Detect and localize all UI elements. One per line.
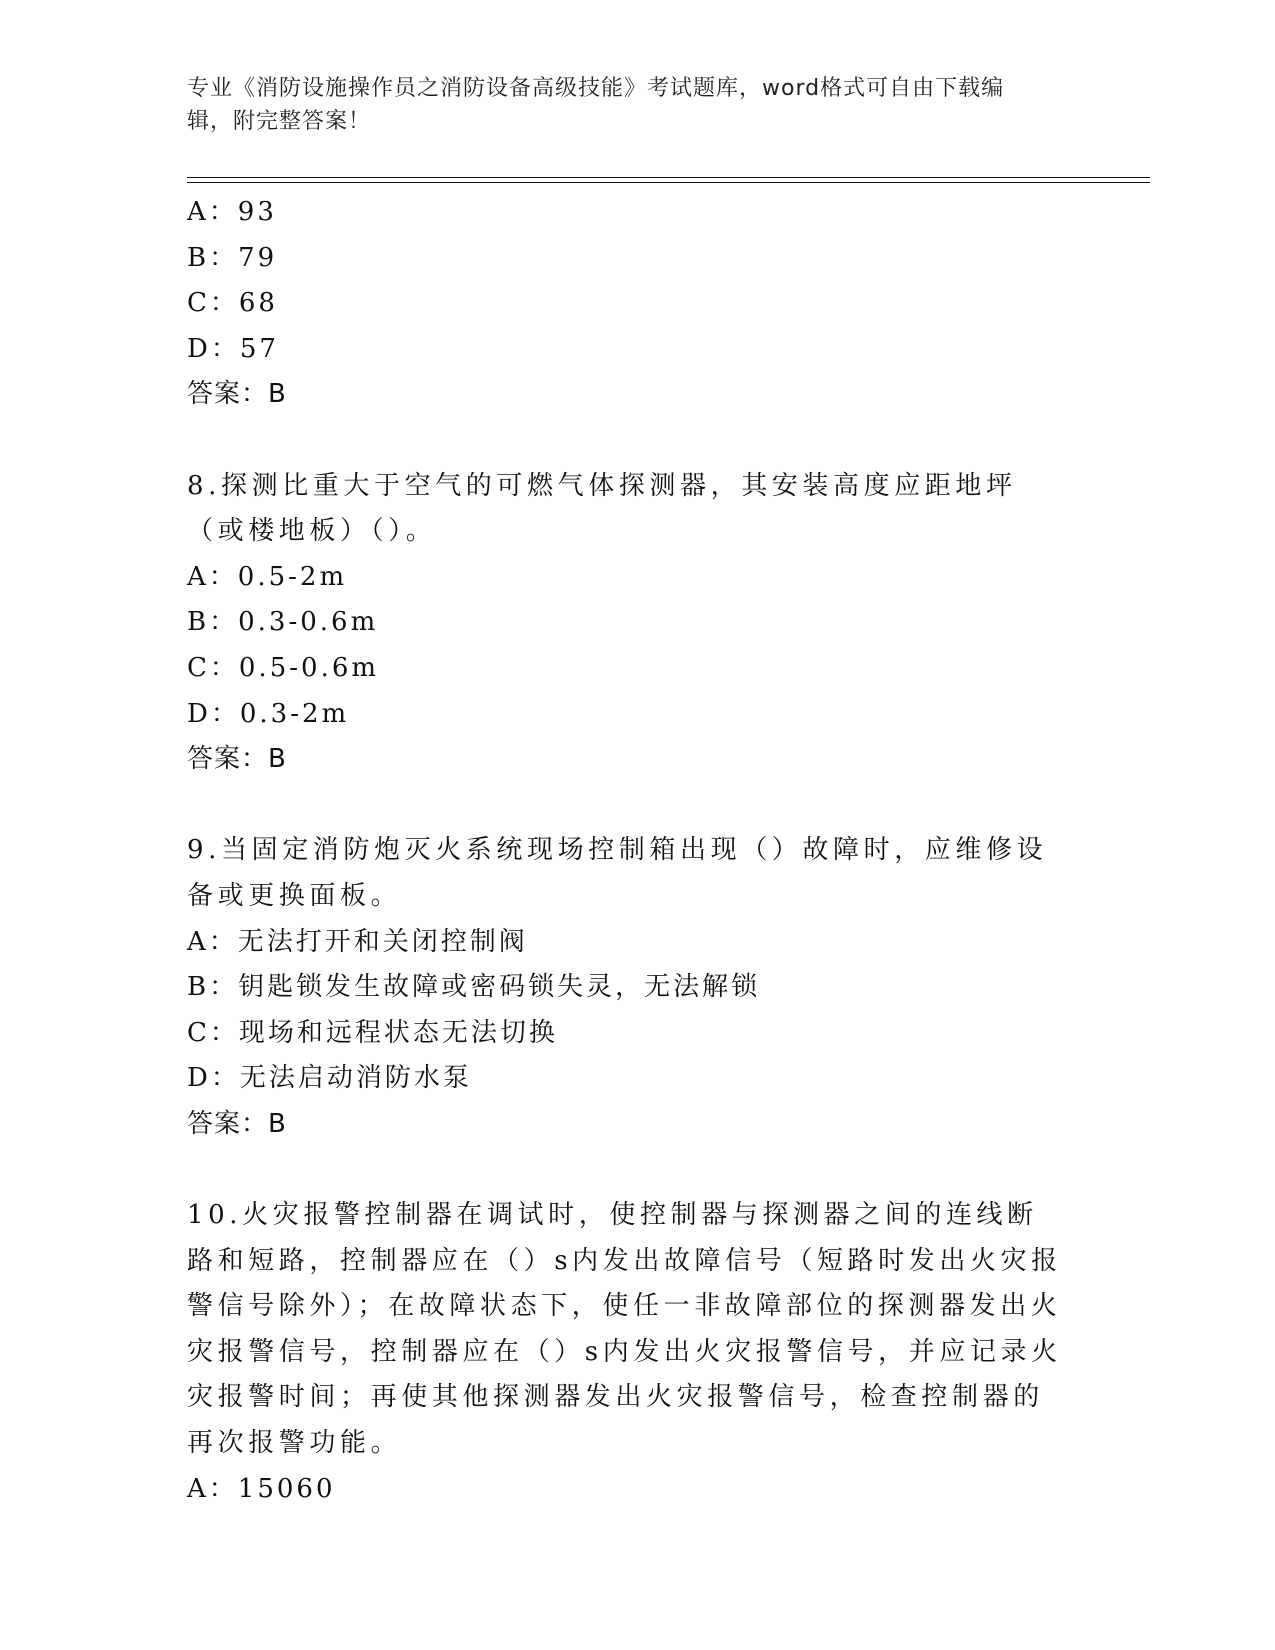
- question-text: 10.火灾报警控制器在调试时，使控制器与探测器之间的连线断路和短路，控制器应在（）s内发出故障信号（短路时发出火灾报警信号除外）；在故障状态下，使任一非故障部位的探测器发出火灾报警信号，控制器应在（）s内发出火灾报警信号，并应记录火灾报警时间；再使其他探测器发出火灾报警信号，检查控制器的再次报警功能。: [187, 1200, 1062, 1459]
- option-d: D：57: [187, 333, 279, 364]
- question-10: [187, 1193, 1087, 1512]
- option-d: D：无法启动消防水泵: [187, 1063, 472, 1094]
- option-c: C：现场和远程状态无法切换: [187, 1017, 558, 1048]
- option-a: A：93: [187, 197, 277, 227]
- header-line-1: 专业《消防设施操作员之消防设备高级技能》考试题库，word格式可自由下载编: [187, 76, 1005, 101]
- spacer: [187, 1147, 1087, 1193]
- header-line-2: 辑，附完整答案！: [187, 109, 372, 134]
- answer: 答案：B: [187, 1108, 287, 1139]
- option-a: A：0.5-2m: [187, 561, 348, 592]
- answer: 答案：B: [187, 379, 287, 410]
- question-list: [187, 190, 1087, 1512]
- option-b: B：0.3-0.6m: [187, 607, 379, 638]
- option-c: C：0.5-0.6m: [187, 652, 380, 683]
- question-8: [187, 464, 1087, 783]
- question-text: 8.探测比重大于空气的可燃气体探测器，其安装高度应距地坪（或楼地板）（）。: [187, 470, 1017, 547]
- question-7: [187, 190, 1087, 418]
- option-a: A：无法打开和关闭控制阀: [187, 926, 528, 957]
- document-header: [187, 72, 1067, 138]
- answer: 答案：B: [187, 744, 287, 775]
- question-text: 9.当固定消防炮灭火系统现场控制箱出现（）故障时，应维修设备或更换面板。: [187, 835, 1048, 911]
- option-b: B：钥匙锁发生故障或密码锁失灵，无法解锁: [187, 972, 761, 1003]
- header-rule-top: [187, 177, 1150, 178]
- header-rule-bottom: [187, 182, 1150, 183]
- spacer: [187, 418, 1087, 464]
- question-9: [187, 828, 1087, 1147]
- option-d: D：0.3-2m: [187, 698, 350, 729]
- option-c: C：68: [187, 288, 278, 319]
- option-a: A：15060: [187, 1473, 336, 1504]
- option-b: B：79: [187, 242, 278, 273]
- spacer: [187, 783, 1087, 829]
